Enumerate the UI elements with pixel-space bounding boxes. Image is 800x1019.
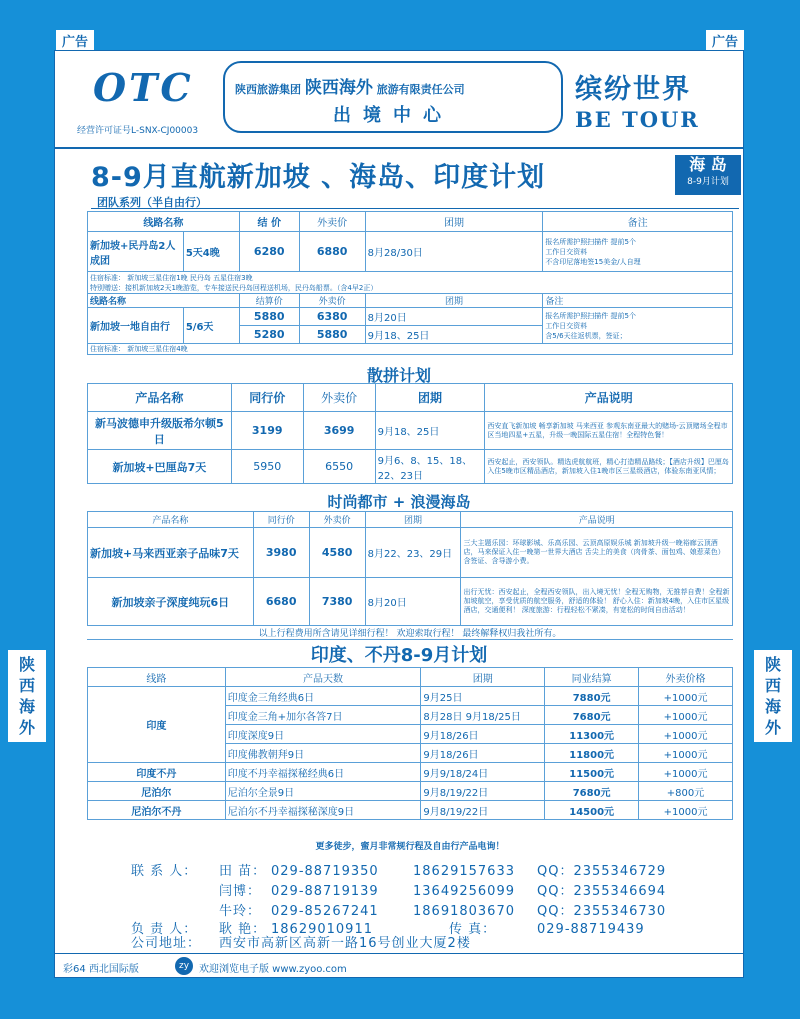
world-slogan: 缤纷世界 (575, 74, 691, 105)
route-line: 印度 (88, 687, 226, 763)
contact-mobile: 18629157633 (413, 864, 515, 879)
header (55, 51, 743, 137)
otc-logo: OTC (93, 65, 194, 110)
address-label: 公司地址： (131, 936, 202, 951)
col-header: 外卖价 (303, 384, 375, 412)
sell-price: +1000元 (639, 706, 733, 725)
betour-slogan: BE TOUR (575, 107, 700, 132)
brand-box (223, 61, 563, 133)
col-header: 外卖价 (299, 212, 365, 232)
center-name: 出境中心 (333, 105, 453, 126)
net-price: 5280 (239, 326, 299, 344)
footer (55, 953, 743, 978)
col-header: 同业结算 (545, 668, 639, 687)
sell-price: +1000元 (639, 744, 733, 763)
product-name: 新加坡+巴厘岛7天 (88, 450, 232, 484)
product-name: 印度金三角+加尔各答7日 (225, 706, 421, 725)
contact-line-5 (131, 937, 471, 951)
col-header: 线路 (88, 668, 226, 687)
tour-date: 8月20日 (365, 578, 461, 626)
contact-mobile: 18629010911 (271, 922, 373, 937)
divider (55, 147, 743, 149)
site-link[interactable]: 欢迎浏览电子版 www.zyoo.com (199, 964, 347, 975)
side-label-left (8, 650, 46, 742)
route-name: 新加坡一地自由行 (88, 308, 184, 344)
side-label-right (754, 650, 792, 742)
side-char: 外 (18, 718, 35, 737)
tour-date: 9月18/26日 (421, 725, 545, 744)
tour-date: 9月6、8、15、18、22、23日 (375, 450, 485, 484)
brand-name: 陕西海外 (304, 78, 373, 98)
net-price: 6280 (239, 232, 299, 272)
ad-label-right: 广告 (706, 30, 744, 51)
product-name: 尼泊尔全景9日 (225, 782, 421, 801)
col-header: 外卖价格 (639, 668, 733, 687)
product-name: 印度佛教朝拜9日 (225, 744, 421, 763)
route-days: 5/6天 (183, 308, 239, 344)
net-price: 11500元 (545, 763, 639, 782)
net-price: 11800元 (545, 744, 639, 763)
sell-price: +1000元 (639, 687, 733, 706)
sell-price: 4580 (309, 528, 365, 578)
net-price: 6680 (253, 578, 309, 626)
page-title: 8-9月直航新加坡 、海岛、印度计划 (91, 162, 546, 193)
tour-date: 9月8/19/22日 (421, 782, 545, 801)
contact-name: 闫博： (219, 884, 262, 899)
col-header: 外卖价 (299, 294, 365, 308)
product-name: 新加坡+马来西亚亲子品味7天 (88, 528, 254, 578)
group-name: 陕西旅游集团 (235, 83, 301, 96)
footnote: 以上行程费用所含请见详细行程！ 欢迎索取行程！ 最终解释权归我社所有。 (87, 626, 733, 640)
contact-tel: 029-88719139 (271, 884, 379, 899)
contact-line-3 (131, 905, 666, 919)
badge-sub: 8-9月计划 (687, 177, 729, 187)
stay-note (88, 272, 733, 294)
product-name: 印度不丹幸福探秘经典6日 (225, 763, 421, 782)
sell-price: +800元 (639, 782, 733, 801)
sell-price: 6550 (303, 450, 375, 484)
col-header: 团期 (421, 668, 545, 687)
contact-name: 牛玲： (219, 904, 262, 919)
fashion-table (87, 511, 733, 626)
route-name: 新加坡+民丹岛2人成团 (88, 232, 184, 272)
net-price: 14500元 (545, 801, 639, 820)
remark-line: 工作日交资料 (545, 247, 588, 256)
product-desc: 西安直飞新加坡 畅享新加坡 马来西亚 参观东南亚最大的赌场-云顶赌场全程市区当地四星+五星，升级一晚国际五星住宿！全程特色餐！ (485, 412, 733, 450)
address-text: 西安市高新区高新一路16号创业大厦2楼 (219, 936, 471, 951)
contact-qq: QQ：2355346694 (537, 884, 667, 899)
net-price: 7680元 (545, 706, 639, 725)
col-header: 线路名称 (88, 294, 240, 308)
contact-mobile: 13649256099 (413, 884, 515, 899)
ad-label-left: 广告 (56, 30, 94, 51)
sell-price: +1000元 (639, 725, 733, 744)
col-header: 产品名称 (88, 384, 232, 412)
contact-tel: 029-85267241 (271, 904, 379, 919)
net-price: 11300元 (545, 725, 639, 744)
island-badge (675, 155, 741, 195)
col-header: 外卖价 (309, 512, 365, 528)
tour-date: 9月18、25日 (365, 326, 543, 344)
group-series-heading: 团队系列（半自由行） (91, 194, 739, 209)
product-desc: 西安起止，西安领队。精选虎航航班，精心打造精品路线；【酒店升级】巴厘岛入住5晚市区精品酒店，新加坡入住1晚市区三星级酒店，体验东南亚风情； (485, 450, 733, 484)
sanpin-heading: 散拼计划 (366, 366, 431, 385)
more-info: 更多徒步，蜜月非常规行程及自由行产品电询！ (315, 842, 505, 852)
product-name: 新加坡亲子深度纯玩6日 (88, 578, 254, 626)
remark-line: 报名所需护照扫描件 提前5个 (545, 311, 636, 320)
col-header: 同行价 (231, 384, 303, 412)
remark (543, 232, 733, 272)
product-name: 新马波德申升级版希尔顿5日 (88, 412, 232, 450)
product-desc: 三大主题乐园：环球影城、乐高乐园、云顶高原娱乐城 新加坡升级一晚裕廊云顶酒店，马来保证入住一晚第一世界大酒店 舌尖上的美食（肉骨茶、面包鸡、娘惹菜色） 含签证、含导游小费。 (461, 528, 733, 578)
sanpin-table (87, 383, 733, 484)
net-price: 5880 (239, 308, 299, 326)
contact-label: 负 责 人： (131, 922, 198, 937)
product-desc: 出行无忧：西安起止，全程西安领队，出入境无忧！全程无购物，无推荐自费！全程新加坡航空，享受优质的航空服务，舒适的体验！ 舒心入住：新加坡4晚，入住市区星级酒店，交通便利！ 深度旅游：行程轻松不紧凑，有宽松的时间自由活动！ (461, 578, 733, 626)
side-char: 西 (18, 676, 35, 695)
product-name: 尼泊尔不丹幸福探秘深度9日 (225, 801, 421, 820)
col-header: 产品说明 (461, 512, 733, 528)
route-line: 印度不丹 (88, 763, 226, 782)
sell-price: +1000元 (639, 801, 733, 820)
product-name: 印度深度9日 (225, 725, 421, 744)
contact-tel: 029-88719350 (271, 864, 379, 879)
route-days: 5天4晚 (183, 232, 239, 272)
col-header: 团期 (365, 294, 543, 308)
stay-note: 住宿标准： 新加坡三星住宿4晚 (88, 344, 733, 355)
col-header: 团期 (375, 384, 485, 412)
sell-price: +1000元 (639, 763, 733, 782)
col-header: 产品说明 (485, 384, 733, 412)
route-line: 尼泊尔 (88, 782, 226, 801)
contact-qq: QQ：2355346730 (537, 904, 667, 919)
remark-line: 不含印尼落地签15美金/人自理 (545, 257, 641, 266)
remark-line: 报名所需护照扫描件 提前5个 (545, 237, 636, 246)
india-heading: 印度、不丹8-9月计划 (310, 645, 488, 666)
remark (543, 308, 733, 344)
contact-qq: QQ：2355346729 (537, 864, 667, 879)
tour-date: 9月25日 (421, 687, 545, 706)
col-header: 产品名称 (88, 512, 254, 528)
col-header: 结 价 (239, 212, 299, 232)
col-header: 产品天数 (225, 668, 421, 687)
net-price: 7680元 (545, 782, 639, 801)
net-price: 3199 (231, 412, 303, 450)
zyoo-logo: zy (175, 957, 193, 975)
contact-line-1 (131, 865, 666, 879)
contact-mobile: 18691803670 (413, 904, 515, 919)
route-line: 尼泊尔不丹 (88, 801, 226, 820)
tour-date: 8月28/30日 (365, 232, 543, 272)
net-price: 3980 (253, 528, 309, 578)
sell-price: 7380 (309, 578, 365, 626)
page-number: 彩64 西北国际版 (63, 964, 139, 975)
remark-line: 含5/6天往返机票，签证； (545, 331, 627, 340)
remark-line: 工作日交资料 (545, 321, 588, 330)
col-header: 备注 (543, 212, 733, 232)
col-header: 备注 (543, 294, 733, 308)
contact-line-2 (131, 885, 666, 899)
sell-price: 6880 (299, 232, 365, 272)
fax-label: 传 真： (449, 922, 497, 937)
col-header: 团期 (365, 512, 461, 528)
fax-number: 029-88719439 (537, 922, 645, 937)
brand-line (235, 73, 465, 98)
sell-price: 5880 (299, 326, 365, 344)
note-line: 特别赠送：接机新加坡2天1晚游览，专车接送民丹岛回程送机场，民丹岛船票。（含4早2正） (90, 283, 378, 292)
side-char: 外 (764, 718, 781, 737)
tour-date: 8月22、23、29日 (365, 528, 461, 578)
col-header: 同行价 (253, 512, 309, 528)
contact-name: 耿 艳： (219, 922, 267, 937)
contact-name: 田 苗： (219, 864, 267, 879)
tour-date: 8月28日 9月18/25日 (421, 706, 545, 725)
note-line: 住宿标准： 新加坡三星住宿1晚 民丹岛 五星住宿3晚 (90, 273, 253, 282)
license-number: 经营许可证号L-SNX-CJ00003 (77, 126, 199, 136)
contact-label: 联 系 人： (131, 864, 198, 879)
col-header: 团期 (365, 212, 543, 232)
fashion-heading: 时尚都市 + 浪漫海岛 (327, 493, 471, 511)
ad-page (54, 50, 744, 978)
tour-date: 9月18/26日 (421, 744, 545, 763)
sell-price: 3699 (303, 412, 375, 450)
group-table (87, 211, 733, 355)
tour-date: 9月18、25日 (375, 412, 485, 450)
net-price: 5950 (231, 450, 303, 484)
side-char: 陕 (764, 655, 781, 674)
badge-main: 海 岛 (689, 155, 727, 174)
tour-date: 8月20日 (365, 308, 543, 326)
contact-line-4 (131, 923, 645, 937)
side-char: 陕 (18, 655, 35, 674)
tour-date: 9月9/18/24日 (421, 763, 545, 782)
india-table (87, 667, 733, 820)
company-name: 旅游有限责任公司 (376, 83, 465, 96)
tour-date: 9月8/19/22日 (421, 801, 545, 820)
side-char: 西 (764, 676, 781, 695)
net-price: 7880元 (545, 687, 639, 706)
col-header: 线路名称 (88, 212, 240, 232)
side-char: 海 (18, 697, 35, 716)
col-header: 结算价 (239, 294, 299, 308)
sell-price: 6380 (299, 308, 365, 326)
product-name: 印度金三角经典6日 (225, 687, 421, 706)
side-char: 海 (764, 697, 781, 716)
